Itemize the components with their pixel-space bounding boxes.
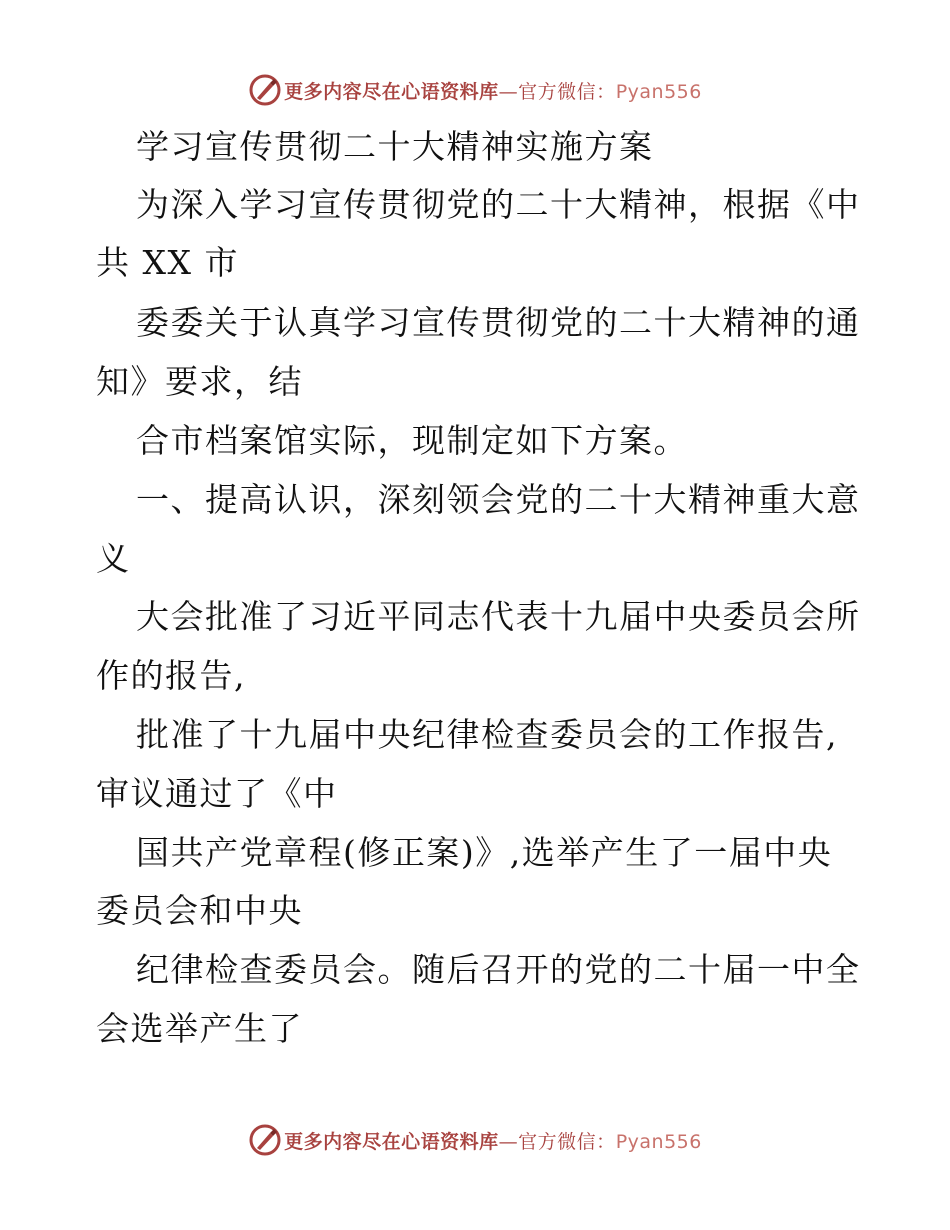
doc-line: 国共产党章程(修正案)》,选举产生了一届中央 (136, 833, 833, 872)
doc-line: 会选举产生了 (96, 1009, 303, 1048)
banner-wechat-label: 官方微信： (518, 1130, 616, 1153)
doc-line: 纪律检查委员会。随后召开的党的二十届一中全 (136, 950, 861, 989)
pen-logo-icon (248, 73, 282, 107)
header-banner (0, 70, 950, 110)
doc-line: 委委关于认真学习宣传贯彻党的二十大精神的通 (136, 303, 861, 342)
banner-handle: Pyan556 (615, 80, 702, 103)
banner-text (284, 1127, 702, 1154)
pen-logo-icon (248, 1123, 282, 1157)
doc-line: 作的报告, (96, 656, 246, 695)
banner-text (284, 77, 702, 104)
banner-wechat-label: 官方微信： (518, 80, 616, 103)
banner-handle: Pyan556 (615, 1130, 702, 1153)
doc-line: 合市档案馆实际，现制定如下方案。 (136, 421, 688, 460)
banner-separator: — (498, 80, 519, 103)
banner-main: 更多内容尽在心语资料库 (284, 1130, 499, 1153)
banner-main: 更多内容尽在心语资料库 (284, 80, 499, 103)
doc-title: 学习宣传贯彻二十大精神实施方案 (136, 127, 654, 166)
footer-banner (0, 1120, 950, 1160)
section-heading: 一、提高认识，深刻领会党的二十大精神重大意 (136, 480, 861, 519)
banner-separator: — (498, 1130, 519, 1153)
doc-line: 义 (96, 539, 131, 578)
doc-line: 委员会和中央 (96, 891, 303, 930)
doc-line: 批准了十九届中央纪律检查委员会的工作报告, (136, 715, 838, 754)
doc-line: 共 XX 市 (96, 243, 239, 282)
doc-line: 知》要求，结 (96, 362, 303, 401)
doc-line: 为深入学习宣传贯彻党的二十大精神，根据《中 (136, 185, 861, 224)
doc-line: 大会批准了习近平同志代表十九届中央委员会所 (136, 597, 861, 636)
doc-line: 审议通过了《中 (96, 774, 338, 813)
